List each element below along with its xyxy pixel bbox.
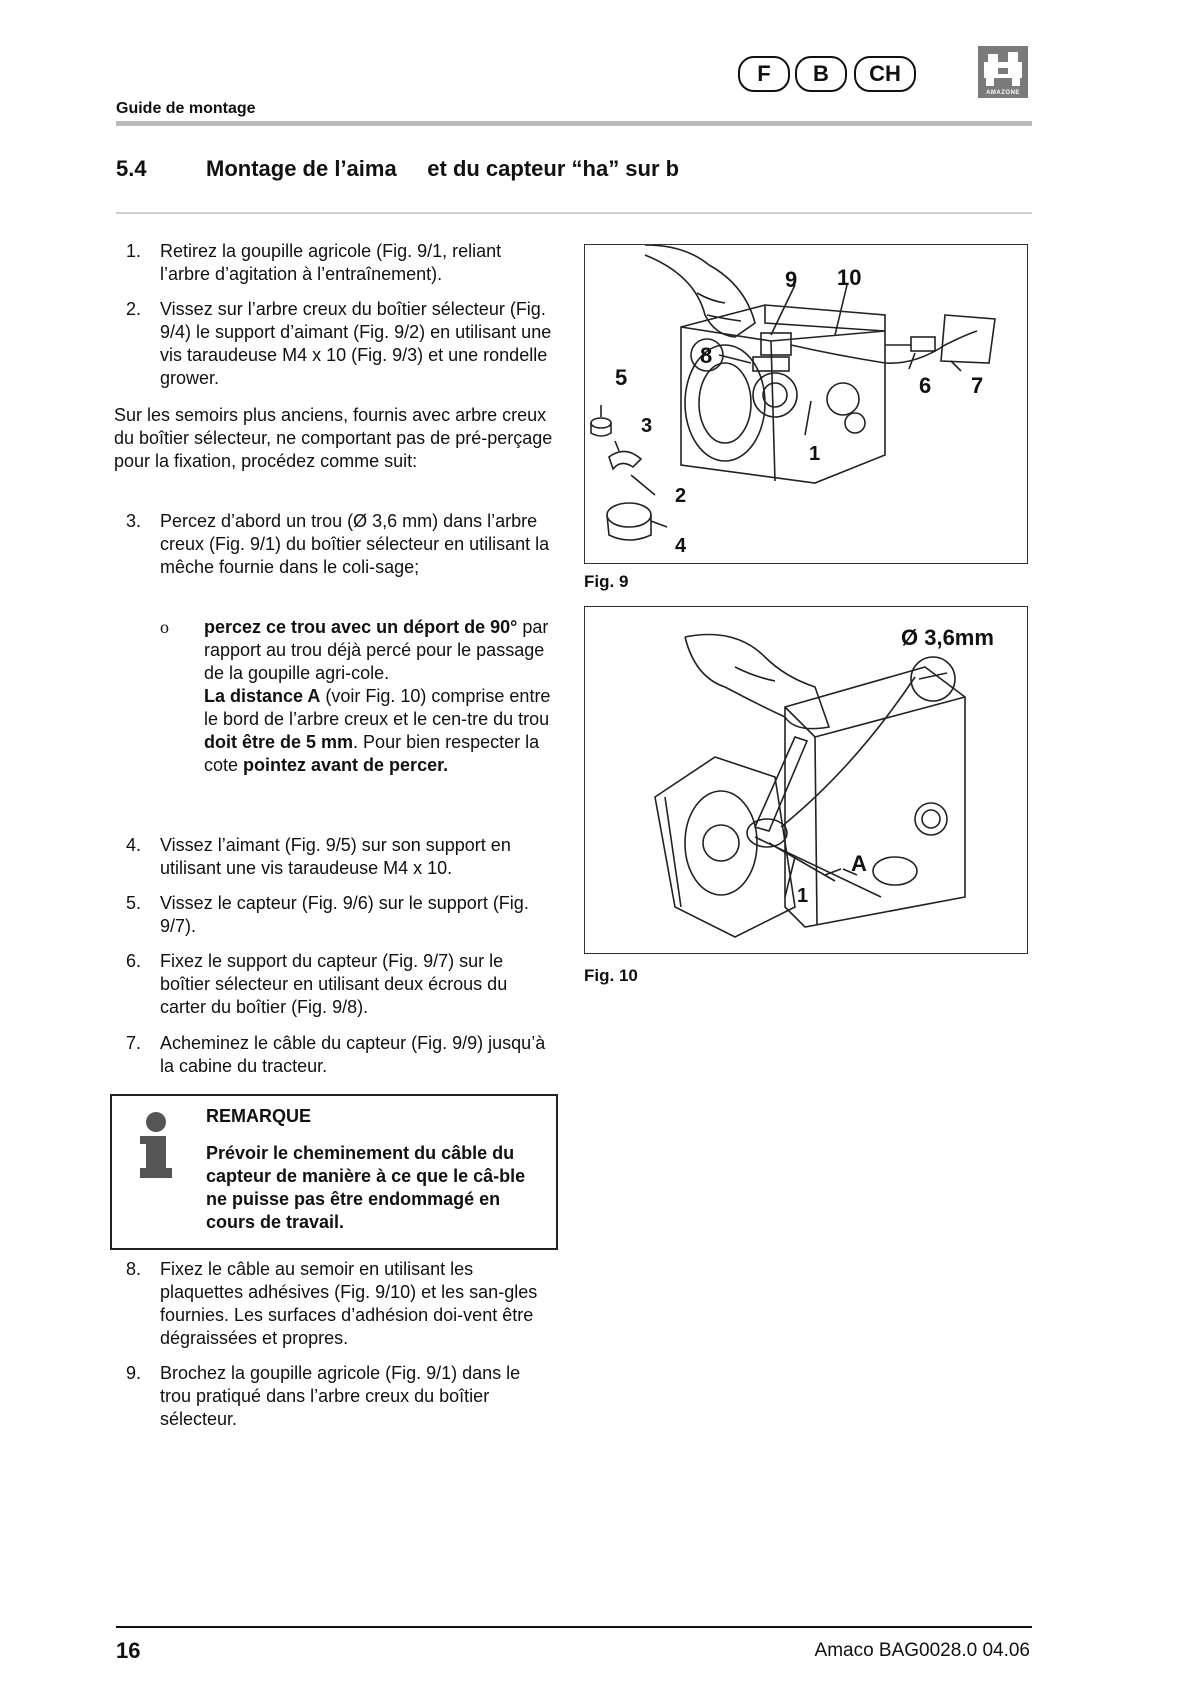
info-icon: [136, 1112, 176, 1182]
fig9-label-1: 1: [809, 443, 821, 465]
country-badge-ch: CH: [854, 56, 916, 92]
step-9: 9. Brochez la goupille agricole (Fig. 9/1) dans le trou pratiqué dans l’arbre creux du boîtier sélecteur.: [126, 1363, 521, 1429]
fig9-label-5: 5: [615, 365, 628, 390]
bullet-marker: o: [160, 617, 169, 637]
country-badge-b: B: [795, 56, 847, 92]
figure-9: [584, 244, 1028, 564]
step-4: 4. Vissez l’aimant (Fig. 9/5) sur son support en utilisant une vis taraudeuse M4 x 10.: [126, 835, 511, 878]
logo-text: AMAZONE: [986, 90, 1020, 96]
note-title: REMARQUE: [206, 1106, 312, 1126]
fig9-label-7: 7: [971, 373, 984, 398]
section-title: Montage de l’aima et du capteur “ha” sur b: [206, 156, 680, 181]
page-number: 16: [116, 1638, 141, 1663]
step-1: 1. Retirez la goupille agricole (Fig. 9/1, reliant l’arbre d’agitation à l’entraînement).: [126, 241, 502, 284]
figure-9-illustration: [585, 245, 1027, 563]
intro-paragraph: Sur les semoirs plus anciens, fournis avec arbre creux du boîtier sélecteur, ne comportant pas de pré-perçage pour la fixation, procédez comme suit:: [114, 405, 553, 471]
fig9-label-10: 10: [837, 265, 862, 290]
amazone-logo: [978, 46, 1028, 98]
fig9-label-3: 3: [641, 415, 653, 437]
section-number: 5.4: [116, 156, 147, 181]
step-3: 3. Percez d’abord un trou (Ø 3,6 mm) dans l’arbre creux (Fig. 9/1) du boîtier sélecteur en utilisant la mêche fournie dans le coli-sage;: [126, 511, 550, 577]
fig10-label-1: 1: [797, 885, 809, 907]
figure-10: [584, 606, 1028, 954]
running-header: Guide de montage: [116, 100, 256, 117]
note-box: [110, 1094, 558, 1250]
footer-rule: [116, 1626, 1032, 1628]
fig9-label-6: 6: [919, 373, 932, 398]
fig10-label-a: A: [851, 851, 867, 876]
drilling-bullet: o percez ce trou avec un déport de 90° par rapport au trou déjà percé pour le passage de la goupille agri-cole. La distance A (voir Fig. 10) comprise entre le bord de l’arbre creux et le cen-tre du trou doit être de 5 mm. Pour bien respecter la cote pointez avant de percer.: [160, 617, 551, 775]
step-8: 8. Fixez le câble au semoir en utilisant les plaquettes adhésives (Fig. 9/10) et les san-gles fournies. Les surfaces d’adhésion doi-vent être dégraissées et propres.: [126, 1259, 538, 1348]
logo-emblem-icon: [978, 46, 1028, 90]
step-2: 2. Vissez sur l’arbre creux du boîtier sélecteur (Fig. 9/4) le support d’aimant (Fig. 9/2) en utilisant une vis taraudeuse M4 x 10 (Fig. 9/3) et une rondelle grower.: [126, 299, 552, 388]
step-7: 7. Acheminez le câble du capteur (Fig. 9/9) jusqu’à la cabine du tracteur.: [126, 1033, 546, 1076]
country-badge-f: F: [738, 56, 790, 92]
note-text: Prévoir le cheminement du câble du capteur de manière à ce que le câ-ble ne puisse pas être endommagé en cours de travail.: [206, 1143, 526, 1232]
header-rule: [116, 121, 1032, 126]
fig9-caption: Fig. 9: [584, 572, 629, 591]
section-rule: [116, 212, 1032, 214]
fig9-label-9: 9: [785, 267, 798, 292]
step-5: 5. Vissez le capteur (Fig. 9/6) sur le support (Fig. 9/7).: [126, 893, 529, 936]
fig10-diameter-label: Ø 3,6mm: [901, 625, 994, 650]
fig10-caption: Fig. 10: [584, 966, 638, 985]
document-reference: Amaco BAG0028.0 04.06: [814, 1640, 1030, 1661]
step-6: 6. Fixez le support du capteur (Fig. 9/7) sur le boîtier sélecteur en utilisant deux écrous du carter du boîtier (Fig. 9/8).: [126, 951, 508, 1017]
fig9-label-2: 2: [675, 485, 687, 507]
fig9-label-8: 8: [700, 343, 713, 368]
fig9-label-4: 4: [675, 535, 687, 557]
